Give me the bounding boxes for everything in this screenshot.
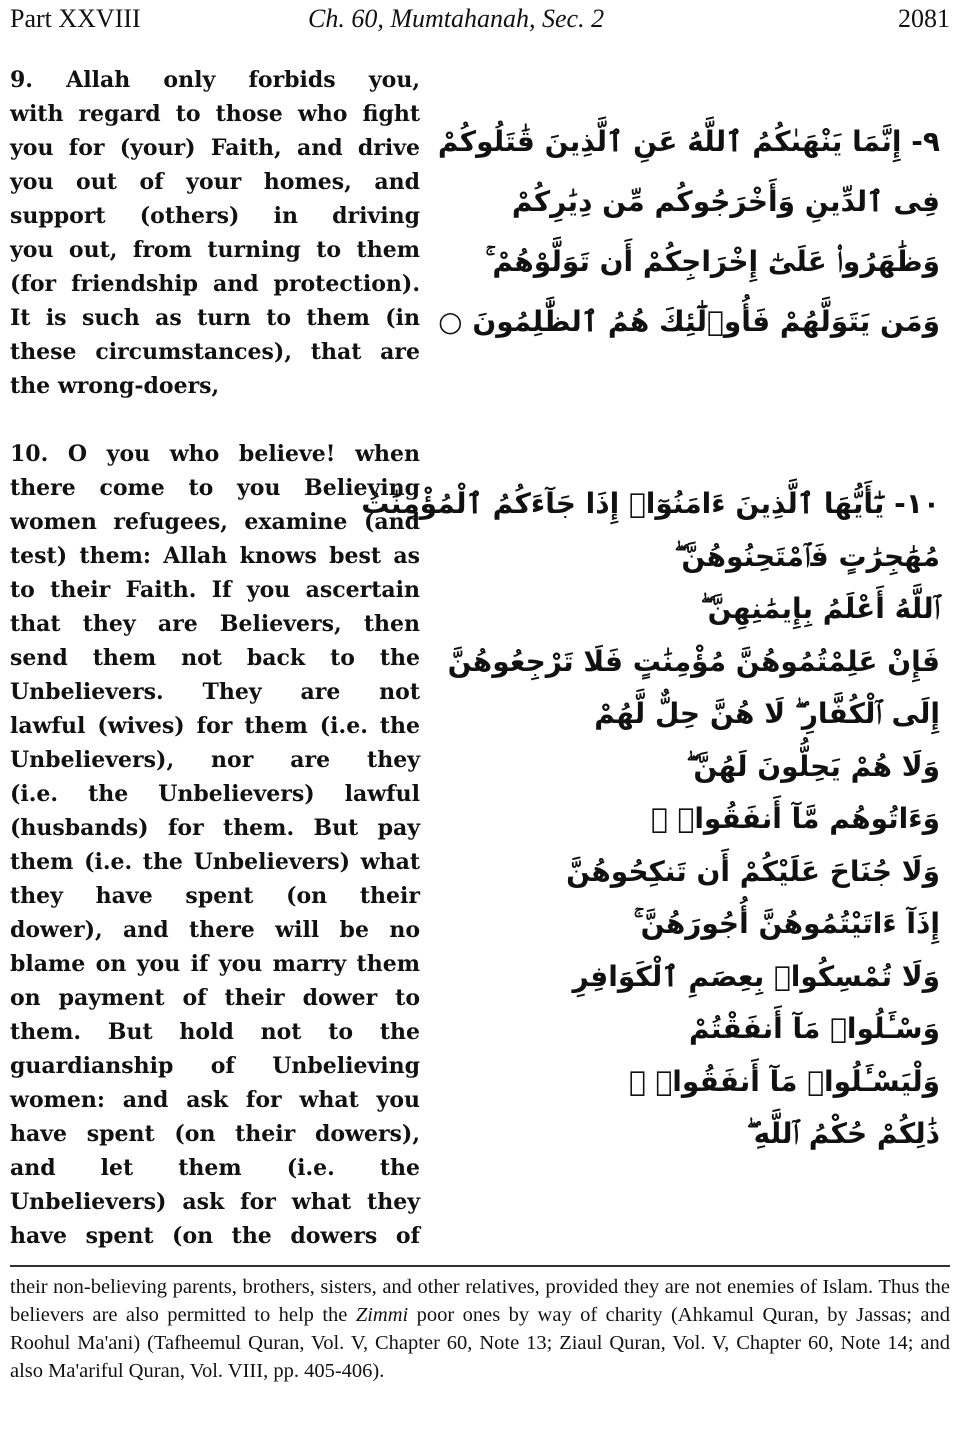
arabic-line: ٱللَّهُ أَعْلَمُ بِإِيمَٰنِهِنَّ ۖ [700, 592, 940, 625]
translation-line: lawful (wives) for them (i.e. the [10, 713, 420, 739]
translation-line: to their Faith. If you ascertain [10, 577, 420, 603]
footnote-italic-term: Zimmi [355, 1304, 409, 1326]
translation-line: there come to you Believing [10, 475, 420, 501]
arabic-line: وَظَٰهَرُوا۟ عَلَىٰٓ إِخْرَاجِكُمْ أَن تَوَلَّوْهُمْ ۚ [485, 245, 940, 278]
translation-line: that they are Believers, then [10, 611, 420, 637]
arabic-line: مُهَٰجِرَٰتٍ فَٱمْتَحِنُوهُنَّ ۖ [674, 539, 940, 573]
verse-10-translation [10, 437, 420, 1253]
arabic-line: وَمَن يَتَوَلَّهُمْ فَأُو۟لَٰٓئِكَ هُمُ ٱلظَّٰلِمُونَ ○ [438, 305, 940, 338]
arabic-line: وَلَا جُنَاحَ عَلَيْكُمْ أَن تَنكِحُوهُنَّ [566, 854, 940, 888]
verse-10-arabic [361, 478, 940, 1161]
arabic-line: وَءَاتُوهُم مَّآ أَنفَقُوا۟ ۚ [650, 802, 940, 835]
translation-line: on payment of their dower to [10, 985, 420, 1011]
translation-line: support (others) in driving [10, 203, 420, 229]
translation-line: guardianship of Unbelieving [10, 1053, 420, 1079]
arabic-line: وَلَا تُمْسِكُوا۟ بِعِصَمِ ٱلْكَوَافِرِ [572, 959, 940, 993]
translation-line: 9. Allah only forbids you, [10, 67, 420, 93]
page-number: 2081 [898, 4, 950, 33]
verse-9-translation [10, 63, 420, 403]
translation-line: have spent (on their dowers), [10, 1121, 420, 1147]
arabic-line: ذَٰلِكُمْ حُكْمُ ٱللَّهِ ۖ [746, 1117, 940, 1150]
translation-line: (husbands) for them. But pay [10, 815, 420, 841]
chapter-title: Ch. 60, Mumtahanah, Sec. 2 [308, 4, 605, 33]
footnote-text-before: their non-believing parents, brothers, sisters, and other relatives, provided they are not enemies of Islam. Thus the believers are also permitted to help the [10, 1276, 950, 1326]
translation-line: have spent (on the dowers of [10, 1223, 420, 1249]
translation-line: 10. O you who believe! when [10, 441, 420, 467]
translation-line: Unbelievers. They are not [10, 679, 420, 705]
translation-line: you out of your homes, and [10, 169, 420, 195]
translation-line: (for friendship and protection). [10, 271, 420, 297]
translation-line: with regard to those who fight [10, 101, 420, 127]
part-label: Part XXVIII [10, 4, 141, 33]
translation-line: Unbelievers), nor are they [10, 747, 420, 773]
translation-line: blame on you if you marry them [10, 951, 420, 977]
verse-9-arabic [437, 112, 940, 352]
translation-line: women: and ask for what you [10, 1087, 420, 1113]
translation-line: test) them: Allah knows best as [10, 543, 420, 569]
arabic-line: إِذَآ ءَاتَيْتُمُوهُنَّ أُجُورَهُنَّ ۚ [633, 907, 940, 940]
footnote [10, 1265, 950, 1385]
translation-line: send them not back to the [10, 645, 420, 671]
translation-line: you for (your) Faith, and drive [10, 135, 420, 161]
translation-line: Unbelievers) ask for what they [10, 1189, 420, 1215]
arabic-line: وَسْـَٔلُوا۟ مَآ أَنفَقْتُمْ [688, 1012, 940, 1045]
arabic-line: وَلَا هُمْ يَحِلُّونَ لَهُنَّ ۖ [686, 749, 940, 783]
footnote-text-after: poor ones by way of charity (Ahkamul Quran, by Jassas; and Roohul Ma'ani) (Tafheemul Quran, Vol. V, Chapter 60, Note 13; Ziaul Quran, Vol. V, Chapter 60, Note 14; and also Ma'ariful Quran, Vol. VIII, pp. 405-406). [10, 1304, 950, 1382]
arabic-line: وَلْيَسْـَٔلُوا۟ مَآ أَنفَقُوا۟ ۚ [628, 1064, 940, 1098]
translation-line: them. But hold not to the [10, 1019, 420, 1045]
translation-line: (i.e. the Unbelievers) lawful [10, 781, 420, 807]
translation-line: these circumstances), that are [10, 339, 420, 365]
arabic-line: إِلَى ٱلْكُفَّارِ ۖ لَا هُنَّ حِلٌّ لَّهُمْ [594, 697, 940, 730]
translation-line: the wrong-doers, [10, 373, 220, 399]
footnote-text [10, 1273, 950, 1385]
arabic-line: ٩- إِنَّمَا يَنْهَىٰكُمُ ٱللَّهُ عَنِ ٱلَّذِينَ قَٰتَلُوكُمْ [437, 125, 940, 158]
translation-line: and let them (i.e. the [10, 1155, 420, 1181]
translation-line: they have spent (on their [10, 883, 420, 909]
translation-line: them (i.e. the Unbelievers) what [10, 849, 420, 875]
page-header [10, 4, 950, 38]
translation-line: you out, from turning to them [10, 237, 420, 263]
translation-line: It is such as turn to them (in [10, 305, 420, 331]
arabic-line: فِى ٱلدِّينِ وَأَخْرَجُوكُم مِّن دِيَٰرِكُمْ [511, 185, 940, 218]
translation-line: women refugees, examine (and [10, 509, 420, 535]
arabic-line: فَإِنْ عَلِمْتُمُوهُنَّ مُؤْمِنَٰتٍ فَلَا تَرْجِعُوهُنَّ [447, 644, 940, 678]
translation-line: dower), and there will be no [10, 917, 420, 943]
arabic-line: ١٠- يَٰٓأَيُّهَا ٱلَّذِينَ ءَامَنُوٓا۟ إِذَا جَآءَكُمُ ٱلْمُؤْمِنَٰتُ [361, 487, 940, 520]
